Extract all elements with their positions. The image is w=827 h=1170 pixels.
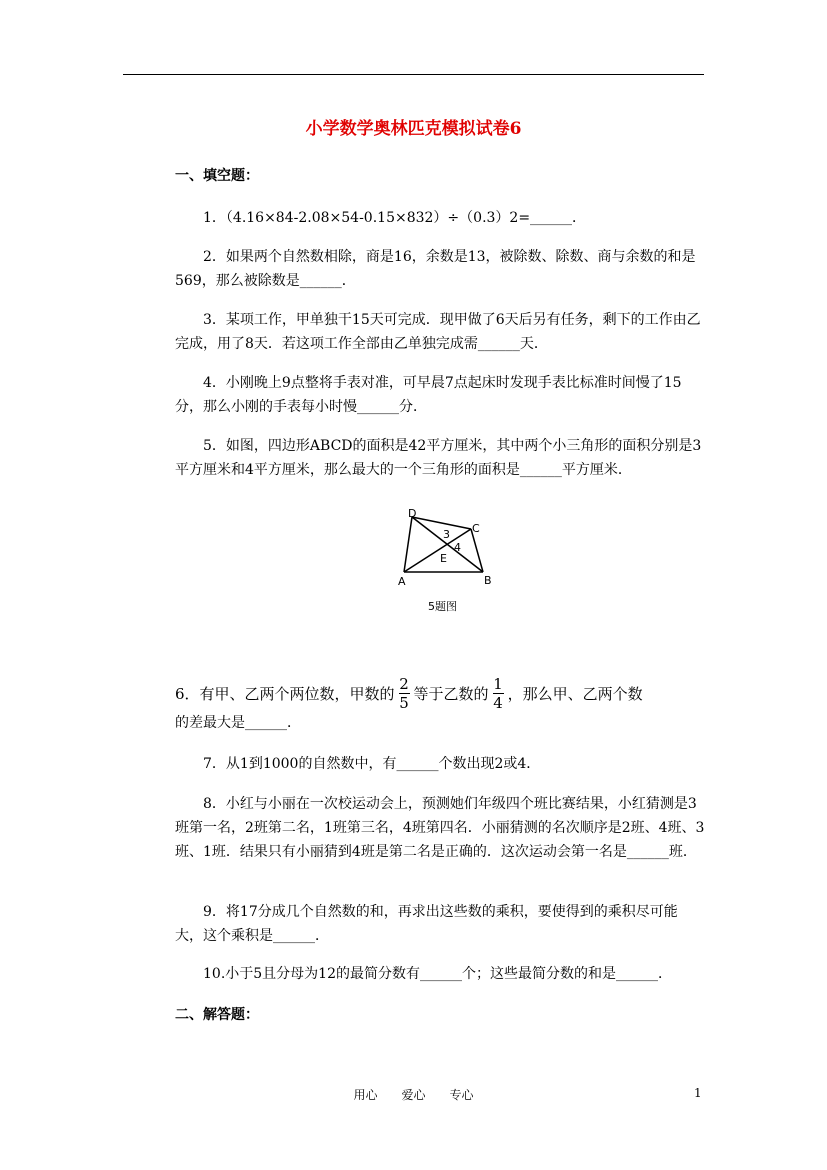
page-title: 小学数学奥林匹克模拟试卷6 — [305, 119, 522, 139]
label-e: E — [440, 552, 447, 565]
quadrilateral-figure — [395, 505, 505, 621]
question-8: 8．小红与小丽在一次校运动会上，预测她们年级四个班比赛结果，小红猜测是3班第一名，2班第二名，1班第三名，4班第四名．小丽猜测的名次顺序是2班、4班、3班、1班．结果只有小丽猜到4班是第二名是正确的．这次运动会第一名是______班． — [175, 796, 705, 860]
section-answer-heading: 二、解答题： — [175, 1007, 259, 1023]
question-7: 7．从1到1000的自然数中，有______个数出现2或4． — [203, 756, 541, 772]
edge-cb — [471, 529, 483, 572]
question-2: 2．如果两个自然数相除，商是16，余数是13，被除数、除数、商与余数的和是569，那么被除数是______． — [175, 249, 696, 289]
page-number: 1 — [694, 1086, 702, 1100]
question-6-line-1 — [175, 676, 643, 711]
question-9: 9．将17分成几个自然数的和，再求出这些数的乘积，要使得到的乘积尽可能大，这个乘积是______． — [175, 904, 678, 944]
label-d: D — [408, 507, 417, 520]
label-b: B — [484, 574, 492, 587]
footer-text: 用心 爱心 专心 — [353, 1088, 474, 1102]
header-rule — [123, 74, 704, 75]
fraction-denominator: 5 — [399, 694, 409, 712]
label-a: A — [398, 575, 406, 588]
fraction-two-fifths — [399, 676, 410, 711]
question-6-line-2: 的差最大是______． — [175, 715, 301, 731]
question-6-part-1: 6．有甲、乙两个两位数，甲数的 — [175, 685, 395, 703]
label-3: 3 — [443, 528, 450, 541]
question-4: 4．小刚晚上9点整将手表对准，可早晨7点起床时发现手表比标准时间慢了15分，那么小刚的手表每小时慢______分． — [175, 375, 682, 415]
fraction-denominator: 4 — [493, 694, 503, 712]
fraction-numerator: 1 — [493, 675, 503, 693]
fraction-one-quarter — [493, 676, 504, 711]
edge-ad — [404, 517, 412, 572]
quadrilateral-diagram — [395, 505, 505, 617]
fraction-numerator: 2 — [399, 675, 409, 693]
label-4: 4 — [454, 541, 461, 554]
question-5: 5．如图，四边形ABCD的面积是42平方厘米，其中两个小三角形的面积分别是3平方厘米和4平方厘米，那么最大的一个三角形的面积是______平方厘米． — [175, 438, 702, 478]
section-fill-heading: 一、填空题： — [175, 168, 259, 184]
question-1: 1．（4.16×84-2.08×54-0.15×832）÷（0.3）2=______． — [203, 210, 587, 226]
question-10: 10.小于5且分母为12的最简分数有______个；这些最简分数的和是______． — [203, 966, 672, 982]
question-6-part-3: ，那么甲、乙两个数 — [507, 685, 643, 703]
question-6-part-2: 等于乙数的 — [413, 685, 489, 703]
figure-caption: 5题图 — [428, 600, 457, 613]
label-c: C — [472, 522, 480, 535]
question-3: 3．某项工作，甲单独干15天可完成．现甲做了6天后另有任务，剩下的工作由乙完成，用了8天．若这项工作全部由乙单独完成需______天． — [175, 312, 701, 352]
